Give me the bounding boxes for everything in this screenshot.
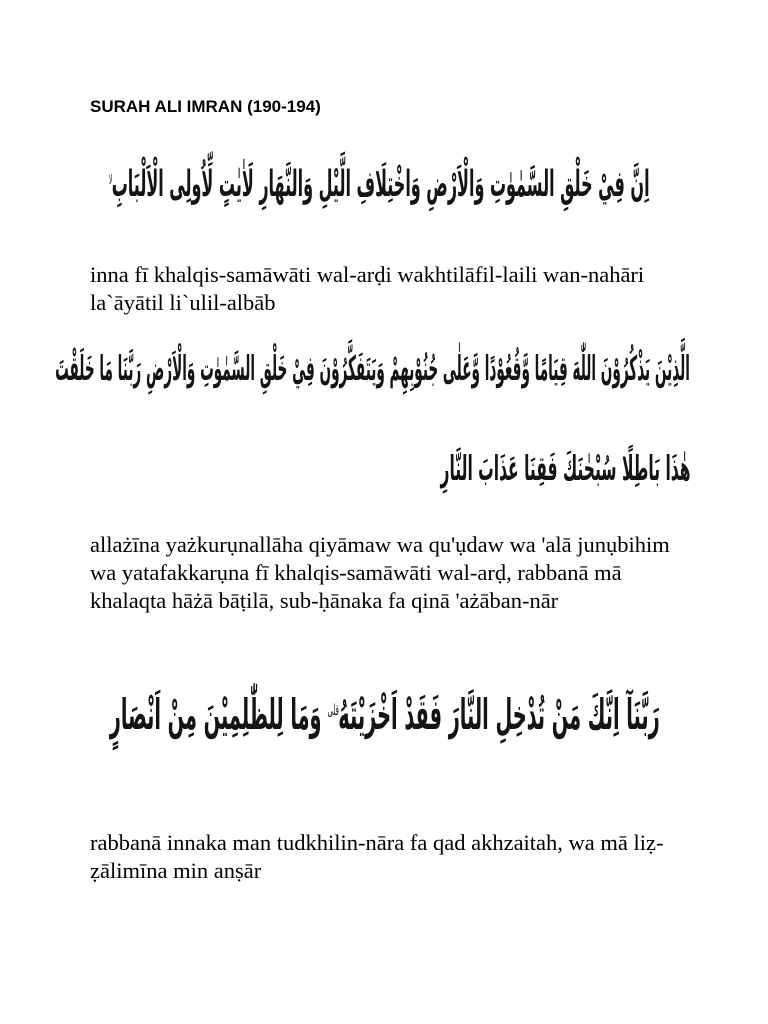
transliteration-verse-192 (90, 829, 664, 885)
transliteration-line: wa yatafakkarụna fī khalqis-samāwāti wal-arḍ, rabbanā mā (90, 560, 622, 585)
arabic-text: رَبَّنَآ اِنَّكَ مَنْ تُدْخِلِ النَّارَ فَقَدْ اَخْزَيْتَهُ (338, 690, 660, 740)
transliteration-line: rabbanā innaka man tudkhilin-nāra fa qad akhzaitah, wa mā liẓ- (90, 830, 664, 855)
transliteration-line: allażīna yażkurụnallāha qiyāmaw wa qu'ụdaw wa 'alā junụbihim (90, 532, 670, 557)
arabic-verse-190 (100, 145, 660, 225)
arabic-text: اِنَّ فِيْ خَلْقِ السَّمٰوٰتِ وَالْاَرْضِ وَاخْتِلَافِ الَّيْلِ وَالنَّهَارِ لَاٰيٰتٍ لِّاُولِى الْاَلْبَابِ (112, 164, 651, 206)
waqf-mark: لا (109, 173, 113, 189)
transliteration-line: ẓālimīna min anṣār (90, 858, 262, 883)
arabic-line (55, 341, 690, 399)
arabic-verse-192 (100, 665, 670, 765)
transliteration-line: khalaqta hāżā bāṭilā, sub-ḥānaka fa qinā 'ażāban-nār (90, 588, 559, 613)
arabic-line (440, 441, 690, 499)
arabic-verse-191-line-2 (400, 430, 690, 510)
arabic-text: وَمَا لِلظّٰلِمِيْنَ مِنْ اَنْصَارٍ (110, 690, 322, 740)
page-title: SURAH ALI IMRAN (190-194) (90, 97, 321, 116)
arabic-text: الَّذِيْنَ يَذْكُرُوْنَ اللّٰهَ قِيَامًا وَّقُعُوْدًا وَّعَلٰى جُنُوْبِهِمْ وَيَتَفَكَّرُوْنَ فِيْ خَلْقِ السَّمٰوٰتِ وَالْاَرْضِ رَبَّنَا مَا خَلَقْتَ (55, 349, 690, 390)
transliteration-line: inna fī khalqis-samāwāti wal-arḍi wakhtilāfil-laili wan-nahāri (90, 262, 645, 287)
transliteration-line: la`āyātil li`ulil-albāb (90, 290, 276, 315)
transliteration-verse-190 (90, 261, 644, 317)
arabic-line (110, 154, 650, 215)
transliteration-verse-191 (90, 531, 670, 615)
arabic-text: هٰذَا بَاطِلًا سُبْحٰنَكَ فَقِنَا عَذَابَ النَّارِ (440, 449, 690, 490)
arabic-verse-191-line-1 (55, 330, 690, 410)
arabic-line (110, 679, 660, 750)
waqf-mark: قلى (327, 700, 340, 719)
